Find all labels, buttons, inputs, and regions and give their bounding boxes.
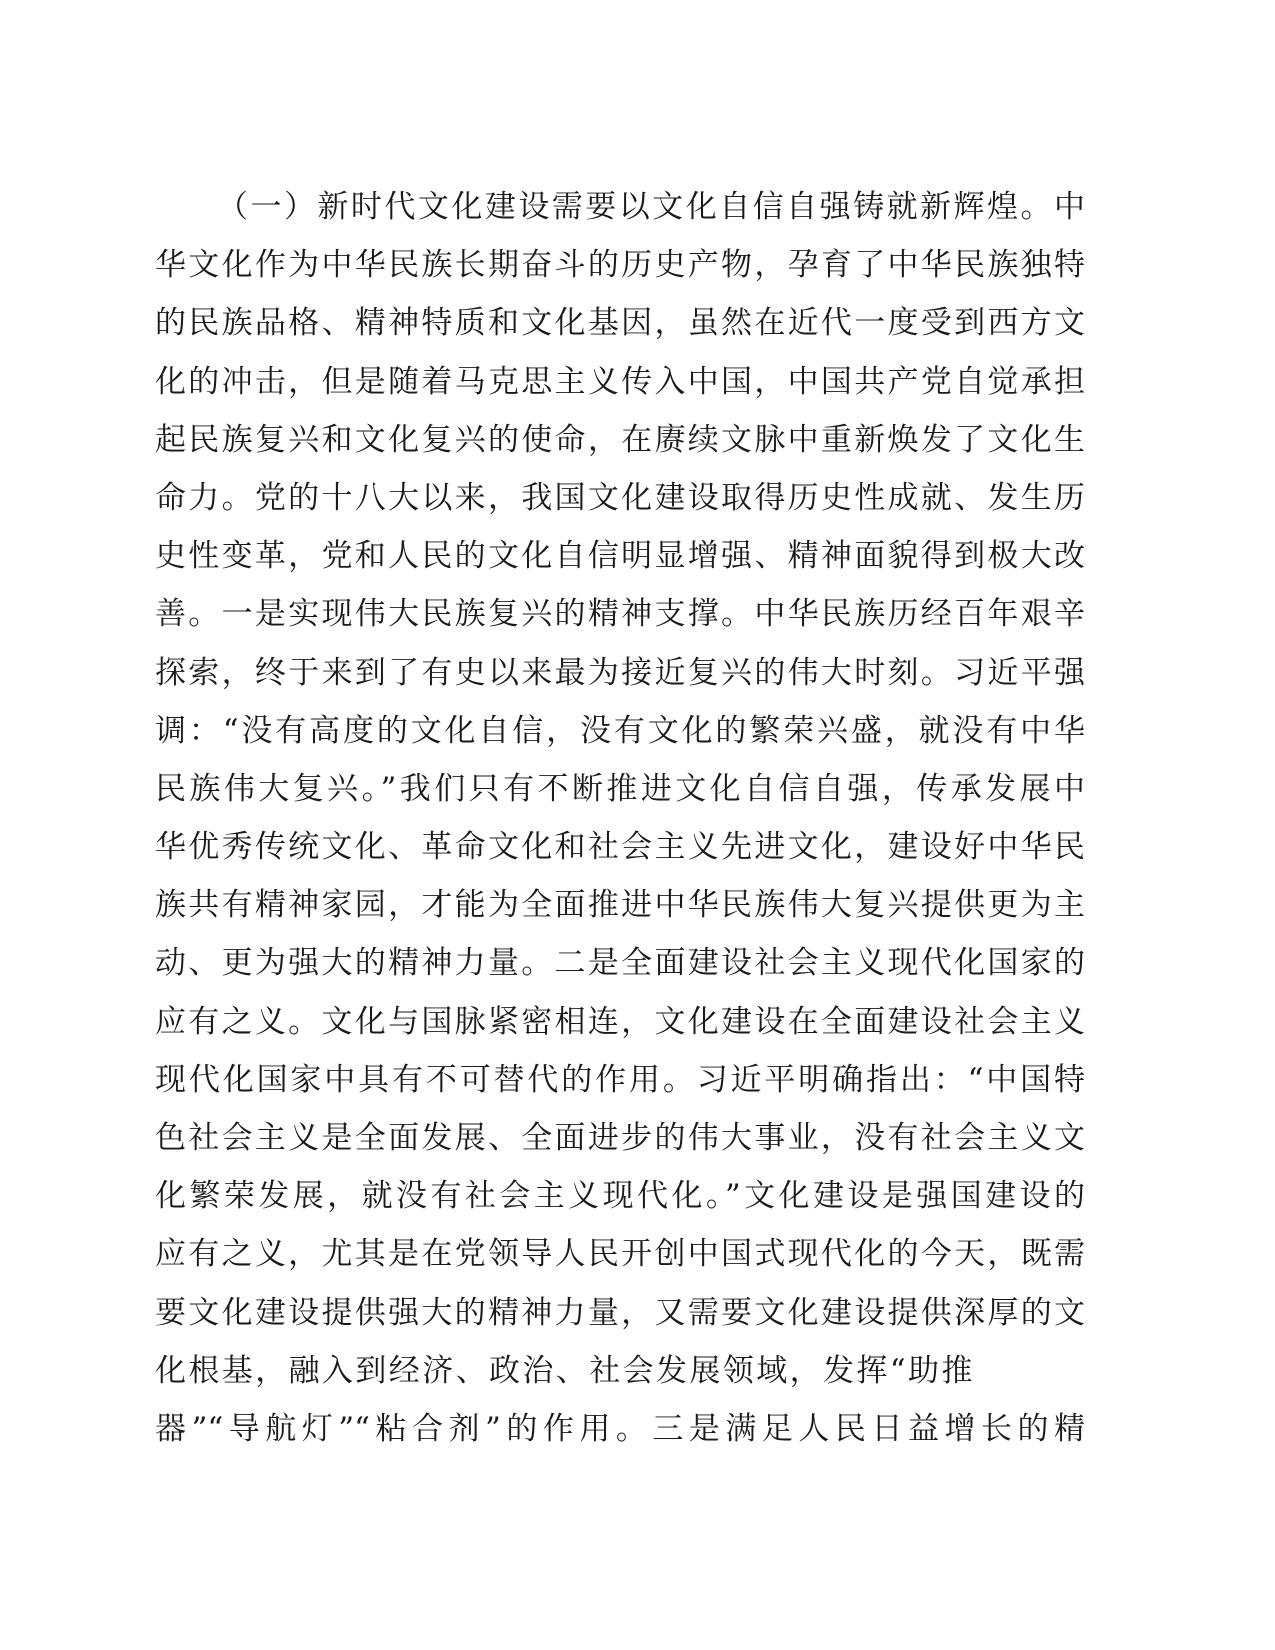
paragraph-line: 色社会主义是全面发展、全面进步的伟大事业，没有社会主义文 xyxy=(155,1120,1085,1156)
paragraph-line: 华优秀传统文化、革命文化和社会主义先进文化，建设好中华民 xyxy=(155,829,1085,866)
paragraph-line: 史性变革，党和人民的文化自信明显增强、精神面貌得到极大改 xyxy=(155,538,1085,575)
paragraph-line: 命力。党的十八大以来，我国文化建设取得历史性成就、发生历 xyxy=(155,479,1085,516)
body-paragraph xyxy=(155,178,1085,1458)
paragraph-line: 应有之义，尤其是在党领导人民开创中国式现代化的今天，既需 xyxy=(155,1236,1085,1273)
paragraph-line: 探索，终于来到了有史以来最为接近复兴的伟大时刻。习近平强 xyxy=(155,654,1085,691)
paragraph-line: 族共有精神家园，才能为全面推进中华民族伟大复兴提供更为主 xyxy=(155,887,1085,924)
paragraph-line: 华文化作为中华民族长期奋斗的历史产物，孕育了中华民族独特 xyxy=(155,247,1085,284)
paragraph-line: 化繁荣发展，就没有社会主义现代化。”文化建设是强国建设的 xyxy=(155,1178,1085,1215)
paragraph-line: 调：“没有高度的文化自信，没有文化的繁荣兴盛，就没有中华 xyxy=(155,712,1085,749)
paragraph-line: 化根基，融入到经济、政治、社会发展领域，发挥“助推 xyxy=(155,1352,975,1389)
paragraph-line: 起民族复兴和文化复兴的使命，在赓续文脉中重新焕发了文化生 xyxy=(155,421,1085,458)
paragraph-line: 的民族品格、精神特质和文化基因，虽然在近代一度受到西方文 xyxy=(155,305,1085,342)
paragraph-line: 现代化国家中具有不可替代的作用。习近平明确指出：“中国特 xyxy=(155,1061,1085,1098)
paragraph-line: 应有之义。文化与国脉紧密相连，文化建设在全面建设社会主义 xyxy=(155,1003,1085,1040)
paragraph-line: 民族伟大复兴。”我们只有不断推进文化自信自强，传承发展中 xyxy=(155,770,1085,807)
paragraph-line: 化的冲击，但是随着马克思主义传入中国，中国共产党自觉承担 xyxy=(155,363,1085,400)
paragraph-line: 器”“导航灯”“粘合剂”的作用。三是满足人民日益增长的精 xyxy=(155,1410,1085,1447)
paragraph-line: （一）新时代文化建设需要以文化自信自强铸就新辉煌。中 xyxy=(217,189,1085,225)
paragraph-line: 要文化建设提供强大的精神力量，又需要文化建设提供深厚的文 xyxy=(155,1294,1085,1331)
paragraph-line: 善。一是实现伟大民族复兴的精神支撑。中华民族历经百年艰辛 xyxy=(155,596,1085,633)
paragraph-line: 动、更为强大的精神力量。二是全面建设社会主义现代化国家的 xyxy=(155,945,1085,982)
